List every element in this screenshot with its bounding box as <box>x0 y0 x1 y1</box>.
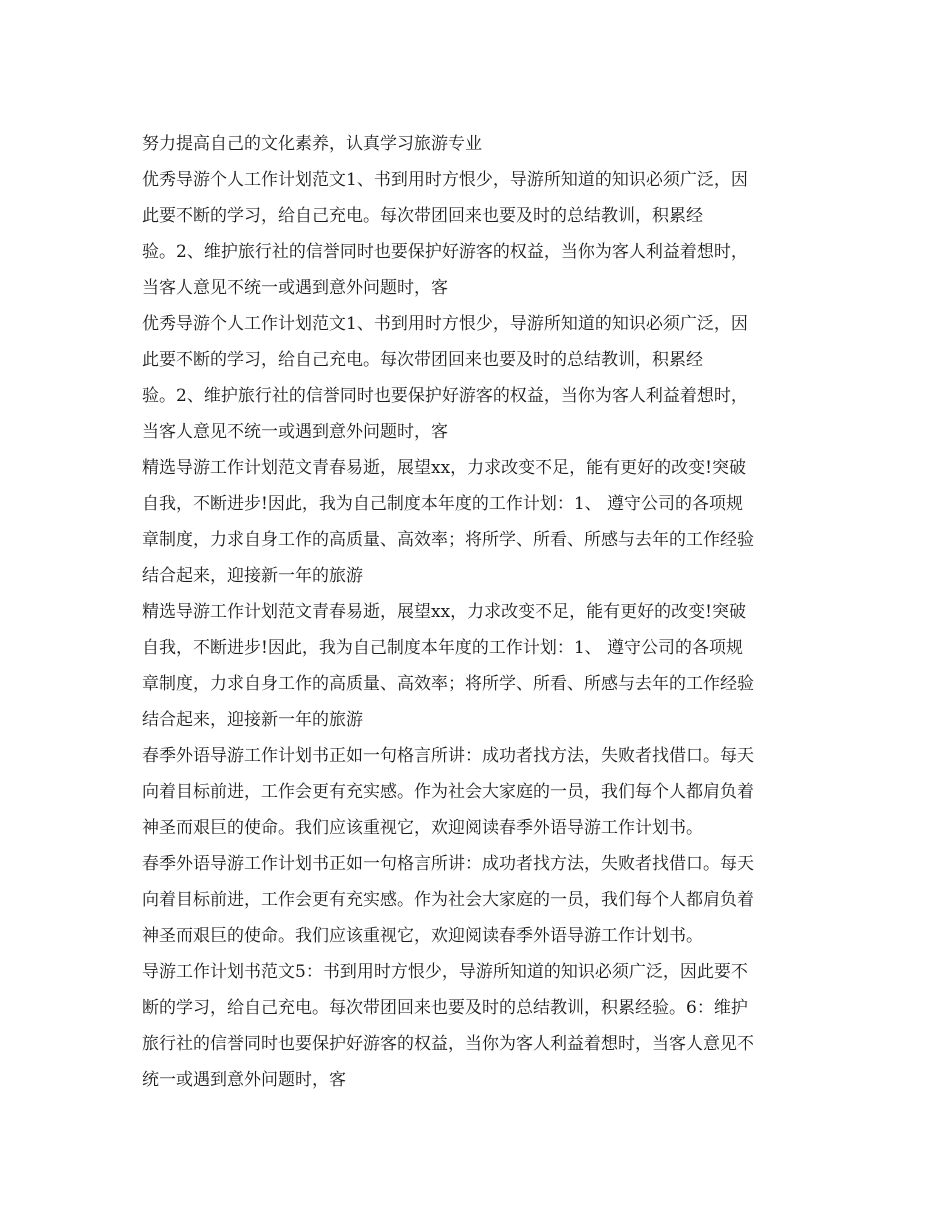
text-line: 春季外语导游工作计划书正如一句格言所讲：成功者找方法，失败者找借口。每天 <box>142 854 754 874</box>
text-line: 神圣而艰巨的使命。我们应该重视它，欢迎阅读春季外语导游工作计划书。 <box>142 818 703 838</box>
text-line: 向着目标前进，工作会更有充实感。作为社会大家庭的一员，我们每个人都肩负着 <box>142 782 754 802</box>
text-line: 春季外语导游工作计划书正如一句格言所讲：成功者找方法，失败者找借口。每天 <box>142 746 754 766</box>
text-line: 神圣而艰巨的使命。我们应该重视它，欢迎阅读春季外语导游工作计划书。 <box>142 926 703 946</box>
text-line: 当客人意见不统一或遇到意外问题时，客 <box>142 278 448 298</box>
text-line: 努力提高自己的文化素养，认真学习旅游专业 <box>142 134 482 154</box>
text-line: 自我，不断进步!因此，我为自己制度本年度的工作计划：1、 遵守公司的各项规 <box>142 638 744 658</box>
text-line: 章制度，力求自身工作的高质量、高效率；将所学、所看、所感与去年的工作经验 <box>142 674 754 694</box>
text-line: 结合起来，迎接新一年的旅游 <box>142 710 363 730</box>
text-line: 精选导游工作计划范文青春易逝，展望xx，力求改变不足，能有更好的改变!突破 <box>142 458 747 478</box>
text-line: 优秀导游个人工作计划范文1、书到用时方恨少，导游所知道的知识必须广泛，因 <box>142 170 748 190</box>
text-line: 结合起来，迎接新一年的旅游 <box>142 566 363 586</box>
text-line: 向着目标前进，工作会更有充实感。作为社会大家庭的一员，我们每个人都肩负着 <box>142 890 754 910</box>
text-line: 此要不断的学习，给自己充电。每次带团回来也要及时的总结教训，积累经 <box>142 206 703 226</box>
text-line: 优秀导游个人工作计划范文1、书到用时方恨少，导游所知道的知识必须广泛，因 <box>142 314 748 334</box>
text-line: 自我，不断进步!因此，我为自己制度本年度的工作计划：1、 遵守公司的各项规 <box>142 494 744 514</box>
text-line: 断的学习，给自己充电。每次带团回来也要及时的总结教训，积累经验。6：维护 <box>142 998 748 1018</box>
text-line: 精选导游工作计划范文青春易逝，展望xx，力求改变不足，能有更好的改变!突破 <box>142 602 747 622</box>
text-line: 此要不断的学习，给自己充电。每次带团回来也要及时的总结教训，积累经 <box>142 350 703 370</box>
text-line: 验。2、维护旅行社的信誉同时也要保护好游客的权益，当你为客人利益着想时， <box>142 386 748 406</box>
text-line: 导游工作计划书范文5：书到用时方恨少，导游所知道的知识必须广泛，因此要不 <box>142 962 748 982</box>
text-line: 统一或遇到意外问题时，客 <box>142 1070 346 1090</box>
text-line: 旅行社的信誉同时也要保护好游客的权益，当你为客人利益着想时，当客人意见不 <box>142 1034 754 1054</box>
text-line: 验。2、维护旅行社的信誉同时也要保护好游客的权益，当你为客人利益着想时， <box>142 242 748 262</box>
text-line: 当客人意见不统一或遇到意外问题时，客 <box>142 422 448 442</box>
text-line: 章制度，力求自身工作的高质量、高效率；将所学、所看、所感与去年的工作经验 <box>142 530 754 550</box>
document-body <box>142 126 822 1098</box>
